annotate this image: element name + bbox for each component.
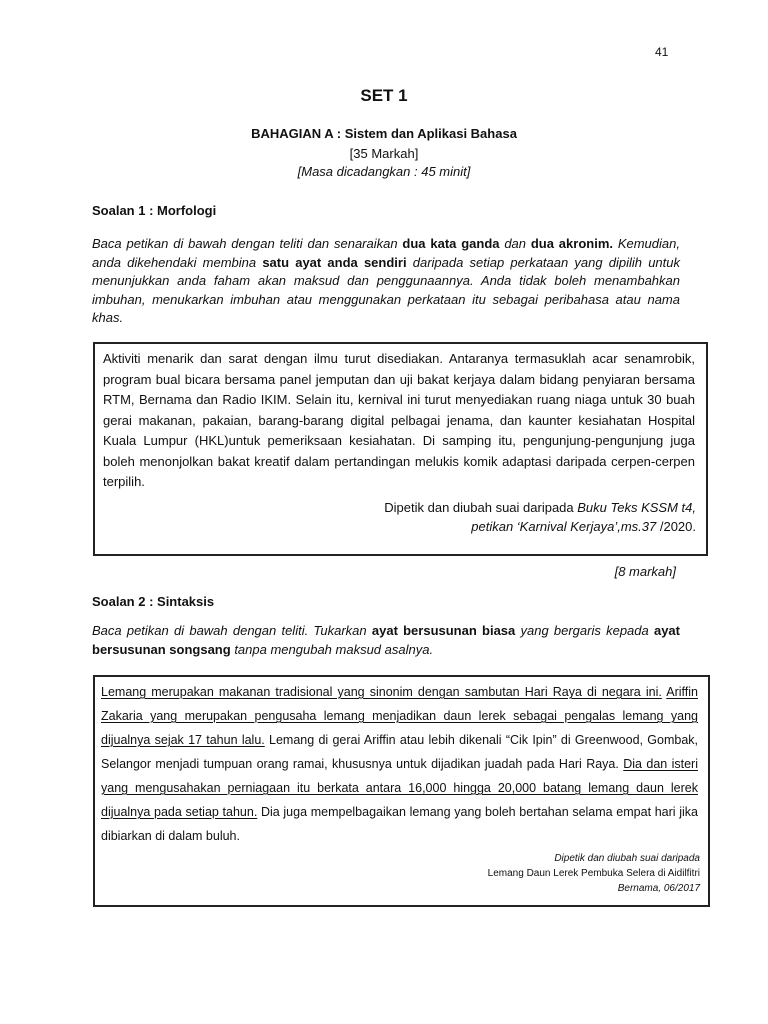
section-marks: [35 Markah] xyxy=(349,146,419,161)
section-heading: BAHAGIAN A : Sistem dan Aplikasi Bahasa xyxy=(251,126,517,141)
question2-source: Dipetik dan diubah suai daripada Lemang Daun Lerek Pembuka Selera di Aidilfitri Bernama, 06/2017 xyxy=(487,853,700,894)
set-title: SET 1 xyxy=(360,86,408,105)
question1-marks: [8 markah] xyxy=(614,564,676,579)
section-time: [Masa dicadangkan : 45 minit] xyxy=(297,164,471,179)
question2-instruction: Baca petikan di bawah dengan teliti. Tukarkan ayat bersusunan biasa yang bergaris kepada ayat bersusunan songsang tanpa mengubah maksud asalnya. xyxy=(92,623,680,657)
question2-passage: Lemang merupakan makanan tradisional yang sinonim dengan sambutan Hari Raya di negara ini. Ariffin Zakaria yang merupakan pengusaha lemang menjadikan daun lerek sebagai pengalas lemang yang dijualnya sejak 17 tahun lalu. Lemang di gerai Ariffin atau lebih dikenali “Cik Ipin” di Greenwood, Gombak, Selangor menjadi tumpuan orang ramai, khususnya untuk dijadikan juadah pada Hari Raya. Dia dan isteri yang mengusahakan perniagaan itu berkata antara 16,000 hingga 20,000 batang lemang daun lerek dijualnya pada setiap tahun. Dia juga mempelbagaikan lemang yang boleh bertahan selama empat hari jika dibiarkan di dalam buluh. xyxy=(101,685,699,843)
page-number: 41 xyxy=(655,45,669,59)
question1-title: Soalan 1 : Morfologi xyxy=(92,203,217,218)
question2-title: Soalan 2 : Sintaksis xyxy=(92,594,215,609)
question1-passage: Aktiviti menarik dan sarat dengan ilmu turut disediakan. Antaranya termasuklah acar senamrobik, program bual bicara bersama panel jemputan dan uji bakat kerjaya dalam bidang penyiaran bersama RTM, Bernama dan Radio IKIM. Selain itu, kernival ini turut menyediakan ruang niaga untuk 30 buah gerai makanan, pakaian, barang-barang digital pelbagai jenama, dan kaunter kesiahatan Hospital Kuala Lumpur (HKL)untuk pemeriksaan kesiahatan. Di samping itu, pengunjung-pengunjung juga boleh menonjolkan bakat kreatif dalam pertandingan melukis komik adaptasi daripada cerpen-cerpen terpilih. xyxy=(103,351,695,489)
question1-source: Dipetik dan diubah suai daripada Buku Teks KSSM t4, petikan ‘Karnival Kerjaya’,ms.37 /2020. xyxy=(384,500,696,534)
question1-instruction: Baca petikan di bawah dengan teliti dan senaraikan dua kata ganda dan dua akronim. Kemudian, anda dikehendaki membina satu ayat anda sendiri daripada setiap perkataan yang dipilih untuk menunjukkan anda faham akan maksud dan penggunaannya. Anda tidak boleh menambahkan imbuhan, menukarkan imbuhan atau menggunakan perkataan itu sebagai peribahasa atau nama khas. xyxy=(92,236,680,325)
